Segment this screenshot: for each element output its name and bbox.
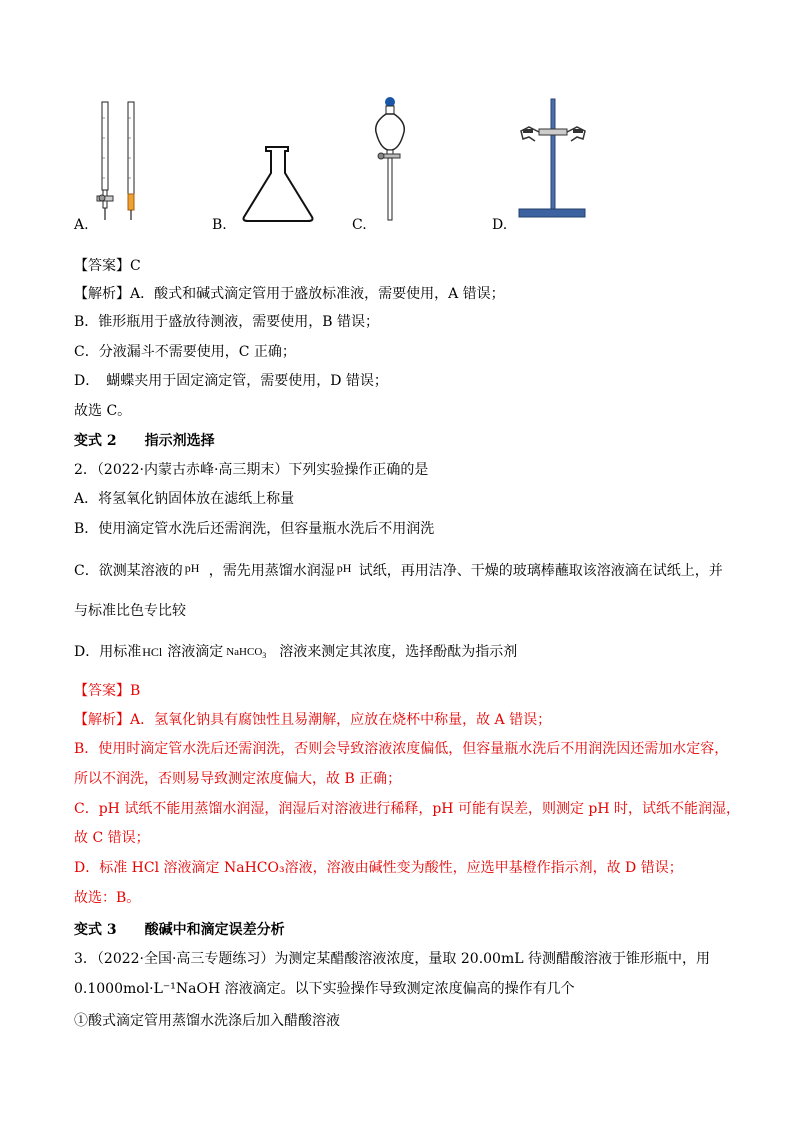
nahco3-formula: NaHCO$_3$ [226, 646, 267, 661]
q1-answer: 【答案】C [74, 258, 141, 274]
q2-analysis-line: D．标准 HCl 溶液滴定 NaHCO₃溶液，溶液由碱性变为酸性，应选甲基橙作指示剂，故 D 错误； [74, 860, 683, 876]
option-label-b: B. [212, 217, 227, 233]
variant3-heading [74, 921, 285, 939]
conical-flask-image [238, 145, 318, 225]
variant2-number: 变式 2 [74, 433, 117, 449]
option-label-c: C. [352, 217, 367, 233]
q2-option-c-line2: 与标准比色专比较 [74, 603, 186, 619]
question-3-stem-line1: 3．（2022·全国·高三专题练习）为测定某醋酸溶液浓度，量取 20.00mL 待测醋酸溶液于锥形瓶中，用 [74, 951, 710, 967]
q2-analysis-line: 故 C 错误； [74, 830, 150, 846]
q2-option-d: D．用标准 HCl 溶液滴定 NaHCO$_3$ 溶液来测定其浓度，选择酚酞为指示剂 [74, 643, 517, 661]
q2-analysis-line: 所以不润洗，否则易导致测定浓度偏大，故 B 正确； [74, 771, 402, 787]
ph-symbol: pH [184, 561, 200, 575]
q1-analysis-line: 【解析】A．酸式和碱式滴定管用于盛放标准液，需要使用，A 错误； [74, 286, 505, 302]
burettes-image [95, 98, 155, 228]
option-label-d: D. [492, 217, 508, 233]
q1-analysis-line: B．锥形瓶用于盛放待测液，需要使用，B 错误； [74, 314, 380, 330]
iron-stand-clamp-image [515, 97, 595, 222]
separatory-funnel-image [372, 96, 422, 226]
question-2-stem: 2．（2022·内蒙古赤峰·高三期末）下列实验操作正确的是 [74, 462, 429, 478]
q1-analysis-line: C．分液漏斗不需要使用，C 正确； [74, 344, 296, 360]
q1-analysis-line: 故选 C。 [74, 403, 132, 419]
q2-analysis-line: 【解析】A．氢氧化钠具有腐蚀性且易潮解，应放在烧杯中称量，故 A 错误； [74, 712, 552, 728]
q2-analysis-line: C．pH 试纸不能用蒸馏水润湿，润湿后对溶液进行稀释，pH 可能有误差，则测定 pH 时，试纸不能润湿， [74, 801, 741, 817]
q2-answer: 【答案】B [74, 683, 141, 699]
variant3-number: 变式 3 [74, 922, 117, 938]
variant2-heading [74, 432, 215, 450]
q2-analysis-line: 故选：B。 [74, 890, 141, 906]
hcl-formula: HCl [142, 645, 163, 659]
variant3-title: 酸碱中和滴定误差分析 [144, 922, 285, 938]
q2-option-a: A．将氢氧化钠固体放在滤纸上称量 [74, 491, 295, 507]
q2-analysis-line: B．使用时滴定管水洗后还需润洗，否则会导致溶液浓度偏低，但容量瓶水洗后不用润洗因还需加水定容， [74, 741, 729, 757]
q1-analysis-line: D． 蝴蝶夹用于固定滴定管，需要使用，D 错误； [74, 373, 388, 389]
q2-option-b: B．使用滴定管水洗后还需润洗，但容量瓶水洗后不用润洗 [74, 521, 435, 537]
q2-option-c-line1: C．欲测某溶液的 pH ，需先用蒸馏水润湿 pH 试纸，再用洁净、干燥的玻璃棒蘸取该溶液滴在试纸上，并 [74, 561, 723, 579]
ph-symbol: pH [336, 561, 352, 575]
variant2-title: 指示剂选择 [144, 433, 215, 449]
option-label-a: A. [74, 217, 89, 233]
question-3-stem-line2: 0.1000mol·L⁻¹NaOH 溶液滴定。以下实验操作导致测定浓度偏高的操作有几个 [74, 981, 575, 997]
q3-item-1: ①酸式滴定管用蒸馏水洗涤后加入醋酸溶液 [74, 1013, 340, 1029]
